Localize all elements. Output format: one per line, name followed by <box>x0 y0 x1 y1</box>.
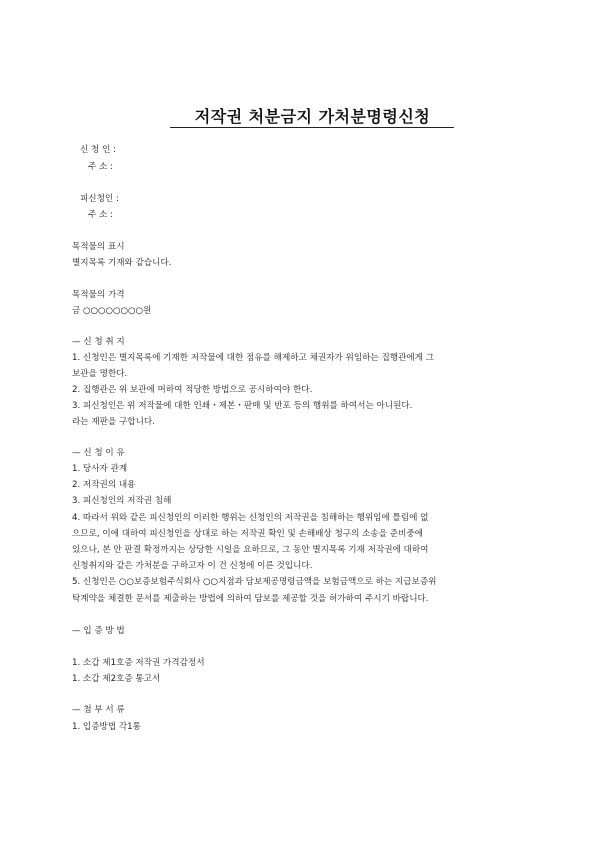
purpose-item-1-cont: 보관을 명한다. <box>72 369 128 379</box>
reason-item-5: 5. 신청인은 ○○보증보험주식회사 ○○지점과 담보제공명령금액을 보험금액으로 하는 지급보증위 <box>72 577 437 587</box>
evidence-item-2: 1. 소갑 제2호증 통고서 <box>72 674 161 684</box>
reason-item-1: 1. 당사자 관계 <box>72 464 128 474</box>
reason-heading: — 신 청 이 유 <box>72 448 125 458</box>
reason-item-3: 3. 피신청인의 저작권 침해 <box>72 496 172 506</box>
reason-item-4-cont-1: 으므로, 이에 대하여 피신청인을 상대로 하는 저작권 확인 및 손해배상 청구의 소송을 준비중에 <box>72 529 423 539</box>
attachments-heading: — 첨 부 서 류 <box>72 705 125 715</box>
reason-item-4-cont-3: 신청취지와 같은 가처분을 구하고자 이 건 신청에 이른 것입니다. <box>72 561 313 571</box>
purpose-item-3: 3. 피신청인은 위 저작물에 대한 인쇄・제본・판매 및 반포 등의 행위를 하여서는 아니된다. <box>72 401 413 411</box>
target-heading: 목적물의 표시 <box>72 242 125 252</box>
target-text: 별지목록 기재와 같습니다. <box>72 258 172 268</box>
reason-item-4: 4. 따라서 위와 같은 피신청인의 이러한 행위는 신청인의 저작권을 침해하는 행위임에 틀림에 없 <box>72 513 429 523</box>
reason-item-2: 2. 저작권의 내용 <box>72 480 136 490</box>
document-title: 저작권 처분금지 가처분명령신청 <box>194 107 431 126</box>
purpose-item-1: 1. 신청인은 별지목록에 기재한 저작물에 대한 점유를 해제하고 채권자가 위임하는 집행관에게 그 <box>72 353 435 363</box>
value-text: 금 ○○○○○○○○원 <box>72 306 152 316</box>
respondent-label: 피신청인 : <box>80 194 119 204</box>
value-heading: 목적물의 가격 <box>72 290 125 300</box>
evidence-item-1: 1. 소갑 제1호증 저작권 가격감정서 <box>72 658 205 668</box>
purpose-item-2: 2. 집행관은 위 보관에 머하여 적당한 방법으로 공시하여야 한다. <box>72 385 313 395</box>
applicant-label: 신 청 인 : <box>80 145 116 155</box>
title-underline <box>170 127 454 128</box>
attachments-item-1: 1. 입증방법 각1통 <box>72 722 141 732</box>
purpose-heading: — 신 청 취 지 <box>72 337 125 347</box>
reason-item-5-cont: 탁계약을 체결한 문서를 제출하는 방법에 의하여 담보를 제공할 것을 허가하여 주시기 바랍니다. <box>72 594 429 604</box>
purpose-closing: 라는 재판을 구합니다. <box>72 417 155 427</box>
reason-item-4-cont-2: 있으나, 본 안 판결 확정까지는 상당한 시일을 요하므로, 그 동안 별지목록 기재 저작권에 대하여 <box>72 545 429 555</box>
respondent-address-label: 주 소 : <box>88 210 113 220</box>
applicant-address-label: 주 소 : <box>88 162 113 172</box>
evidence-heading: — 입 증 방 법 <box>72 626 125 636</box>
